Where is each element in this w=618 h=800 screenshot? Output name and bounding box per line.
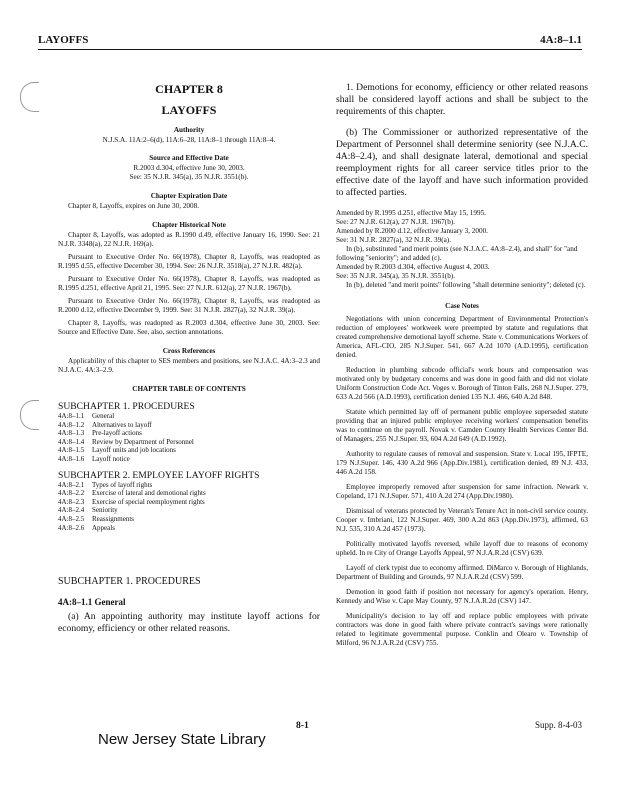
header-title: LAYOFFS	[38, 34, 89, 46]
toc-entry[interactable]	[58, 446, 320, 455]
historical-note-paragraph: Pursuant to Executive Order No. 66(1978), Chapter 8, Layoffs, was readopted as R.1995 d.251, effective April 21, 1995. See: 27 N.J.R. 612(a), 27 N.J.R. 1967(b).	[58, 275, 320, 292]
toc-entry-number: 4A:8–1.4	[58, 437, 85, 446]
binder-hole-mark	[20, 400, 39, 430]
toc-entry[interactable]	[58, 506, 320, 515]
cross-references-heading: Cross References	[162, 347, 216, 355]
historical-note-paragraph: Chapter 8, Layoffs, was readopted as R.2003 d.304, effective June 30, 2003. See: Source and Effective Date. See, also, section annotations.	[58, 319, 320, 336]
source-line: R.2003 d.304, effective June 30, 2003.	[133, 164, 245, 172]
toc-entry-title: Exercise of lateral and demotional rights	[92, 489, 206, 498]
amendment-line: See: 31 N.J.R. 2827(a), 32 N.J.R. 39(a).	[336, 236, 451, 244]
amendment-line: In (b), deleted "and merit points" following "shall determine seniority"; deleted (c).	[346, 281, 586, 289]
toc-entry[interactable]	[58, 455, 320, 464]
case-note: Authority to regulate causes of removal and suspension. State v. Local 195, IFPTE, 179 N.J.Super. 146, 430 A.2d 966 (App.Div.1981), certification denied, 89 N.J. 433, 446 A.2d 158.	[336, 450, 588, 476]
case-note: Statute which permitted lay off of permanent public employee superseded statute providing that an injured public employee receiving workers' compensation benefits was to continue on the payroll. Novak v. Camden County Health Services Center Bd. of Managers, 255 N.J.Super. 93, 604 A.2d 649 (A.D.1992).	[336, 408, 588, 443]
case-note: Employee improperly removed after suspension for same infraction. Newark v. Copeland, 171 N.J.Super. 571, 410 A.2d 274 (App.Div.1980).	[336, 483, 588, 500]
toc-list	[58, 412, 320, 464]
toc-entry-number: 4A:8–1.2	[58, 420, 85, 429]
historical-note-paragraph: Pursuant to Executive Order No. 66(1978), Chapter 8, Layoffs, was readopted as R.2000 d.12, effective December 9, 1999. See: 31 N.J.R. 2827(a), 32 N.J.R. 39(a).	[58, 297, 320, 314]
source-heading: Source and Effective Date	[149, 154, 229, 162]
toc-entry-number: 4A:8–2.2	[58, 489, 85, 498]
historical-note-paragraph: Chapter 8, Layoffs, was adopted as R.1990 d.49, effective January 16, 1990. See: 21 N.J.R. 3348(a), 22 N.J.R. 169(a).	[58, 231, 320, 248]
toc-entry-title: Alternatives to layoff	[92, 420, 152, 429]
left-column	[58, 82, 320, 635]
historical-note-paragraph: Pursuant to Executive Order No. 66(1978), Chapter 8, Layoffs, was readopted as R.1995 d.55, effective December 30, 1994. See: 26 N.J.R. 3518(a), 27 N.J.R. 482(a).	[58, 253, 320, 270]
amendment-line: Amended by R.1995 d.251, effective May 15, 1995.	[336, 209, 486, 217]
amendment-notes	[336, 209, 588, 290]
toc-list	[58, 481, 320, 533]
toc-entry[interactable]	[58, 412, 320, 421]
toc-entry-number: 4A:8–1.6	[58, 454, 85, 463]
toc-entry[interactable]	[58, 515, 320, 524]
toc-entry[interactable]	[58, 421, 320, 430]
table-of-contents-heading: CHAPTER TABLE OF CONTENTS	[132, 385, 246, 393]
toc-entry-title: Appeals	[92, 523, 115, 532]
amendment-line: In (b), substituted "and merit points (see N.J.A.C. 4A:8–2.4), and shall" for "and following "seniority"; and added (c).	[336, 245, 578, 262]
library-stamp: New Jersey State Library	[98, 731, 266, 748]
toc-subchapter-heading: SUBCHAPTER 2. EMPLOYEE LAYOFF RIGHTS	[58, 469, 260, 481]
case-note: Negotiations with union concerning Department of Environmental Protection's reduction of employees' workweek were preempted by statute and regulations that created comprehensive demotional layoff scheme. State v. Communications Workers of America, AFL-CIO, 285 N.J.Super. 541, 667 A.2d 1070 (A.D.1995), certification denied.	[336, 315, 588, 359]
expiration-heading: Chapter Expiration Date	[150, 192, 228, 200]
toc-entry-title: Layoff units and job locations	[92, 446, 176, 455]
chapter-name: LAYOFFS	[161, 103, 217, 117]
toc-entry-title: Reassignments	[92, 514, 134, 523]
expiration-text: Chapter 8, Layoffs, expires on June 30, 2008.	[68, 202, 200, 210]
section-subchapter-heading: SUBCHAPTER 1. PROCEDURES	[58, 576, 201, 588]
amendment-line: See: 35 N.J.R. 345(a), 35 N.J.R. 3551(b).	[336, 272, 455, 280]
case-note: Politically motivated layoffs reversed, while layoff due to reasons of economy upheld. In re City of Orange Layoffs Appeal, 97 N.J.A.R.2d (CSV) 639.	[336, 540, 588, 557]
toc-entry-title: Types of layoff rights	[92, 480, 153, 489]
running-header	[38, 34, 582, 48]
toc-entry-title: Layoff notice	[92, 454, 130, 463]
toc-entry[interactable]	[58, 438, 320, 447]
toc-entry[interactable]	[58, 481, 320, 490]
rule-item-b: (b) The Commissioner or authorized representative of the Department of Personnel shall determine seniority (see N.J.A.C. 4A:8–2.4), and shall designate lateral, demotional and special reemployment rights for all career service titles prior to the effective date of the layoff and have such information provided to affected parties.	[336, 127, 588, 198]
header-section-number: 4A:8–1.1	[540, 34, 582, 46]
section-number-title: 4A:8–1.1 General	[58, 597, 126, 608]
toc-entry[interactable]	[58, 489, 320, 498]
right-column	[336, 82, 588, 648]
toc-entry-number: 4A:8–2.3	[58, 497, 85, 506]
toc-entry-number: 4A:8–1.1	[58, 412, 85, 420]
toc-entry-title: Pre-layoff actions	[92, 429, 142, 438]
authority-heading: Authority	[173, 126, 205, 134]
amendment-line: Amended by R.2003 d.304, effective August 4, 2003.	[336, 263, 490, 271]
toc-entry-number: 4A:8–2.5	[58, 514, 85, 523]
header-rule	[38, 49, 582, 50]
binder-hole-mark	[20, 82, 39, 112]
source-line: See: 35 N.J.R. 345(a), 35 N.J.R. 3551(b).	[129, 173, 249, 181]
case-notes-heading: Case Notes	[445, 302, 479, 310]
case-note: Layoff of clerk typist due to economy affirmed. DiMarco v. Borough of Highlands, Department of Building and Grounds, 97 N.J.A.R.2d (CSV) 599.	[336, 564, 588, 581]
toc-entry[interactable]	[58, 524, 320, 533]
authority-text: N.J.S.A. 11A:2–6(d), 11A:6–28, 11A:8–1 through 11A:8–4.	[102, 136, 276, 144]
toc-entry-title: Review by Department of Personnel	[92, 437, 194, 446]
page-number: 8-1	[296, 720, 309, 731]
rule-item-1: 1. Demotions for economy, efficiency or other related reasons shall be considered layoff actions and shall be subject to the requirements of this chapter.	[336, 82, 588, 117]
case-note: Municipality's decision to lay off and replace public employees with private contractors was done in good faith where private contract's savings were rationally related to legitimate governmental purpose. Conklin and Olearo v. Township of Milford, 96 N.J.A.R.2d (CSV) 755.	[336, 612, 588, 647]
toc-entry-number: 4A:8–2.1	[58, 480, 85, 489]
toc-entry-title: Seniority	[92, 506, 118, 515]
supplement-date: Supp. 8-4-03	[535, 720, 582, 730]
section-text: (a) An appointing authority may institute layoff actions for economy, efficiency or other related reasons.	[58, 611, 320, 635]
toc-entry[interactable]	[58, 498, 320, 507]
case-note: Demotion in good faith if position not necessary for agency's operation. Henry, Kennedy and Wise v. Cape May County, 97 N.J.A.R.2d (CSV) 147.	[336, 588, 588, 605]
chapter-label: CHAPTER 8	[155, 82, 223, 96]
amendment-line: See: 27 N.J.R. 612(a), 27 N.J.R. 1967(b).	[336, 218, 455, 226]
cross-references-text: Applicability of this chapter to SES members and positions, see N.J.A.C. 4A:3–2.3 and N.J.A.C. 4A:3–2.9.	[58, 357, 320, 374]
toc-subchapter-heading: SUBCHAPTER 1. PROCEDURES	[58, 401, 195, 412]
toc-entry-number: 4A:8–2.6	[58, 523, 85, 532]
toc-entry-number: 4A:8–1.5	[58, 446, 85, 455]
historical-note-heading: Chapter Historical Note	[152, 221, 226, 229]
toc-entry-title: General	[92, 412, 115, 420]
toc-entry[interactable]	[58, 429, 320, 438]
toc-entry-number: 4A:8–1.3	[58, 429, 85, 438]
toc-entry-title: Exercise of special reemployment rights	[92, 497, 205, 506]
case-note: Dismissal of veterans protected by Veteran's Tenure Act in non-civil service county. Cooper v. Imbriani, 122 N.J.Super. 469, 300 A.2d 863 (App.Div.1973), affirmed, 63 N.J. 535, 310 A.2d 457 (1973).	[336, 507, 588, 533]
toc-entry-number: 4A:8–2.4	[58, 506, 85, 515]
amendment-line: Amended by R.2000 d.12, effective January 3, 2000.	[336, 227, 488, 235]
case-note: Reduction in plumbing subcode official's work hours and compensation was motivated only by budgetary concerns and was done in good faith and did not violate Uniform Construction Code Act. Voges v. Borough of Tinton Falls, 268 N.J.Super. 279, 633 A.2d 566 (A.D.1993), certification denied 135 N.J. 466, 640 A.2d 848.	[336, 366, 588, 401]
